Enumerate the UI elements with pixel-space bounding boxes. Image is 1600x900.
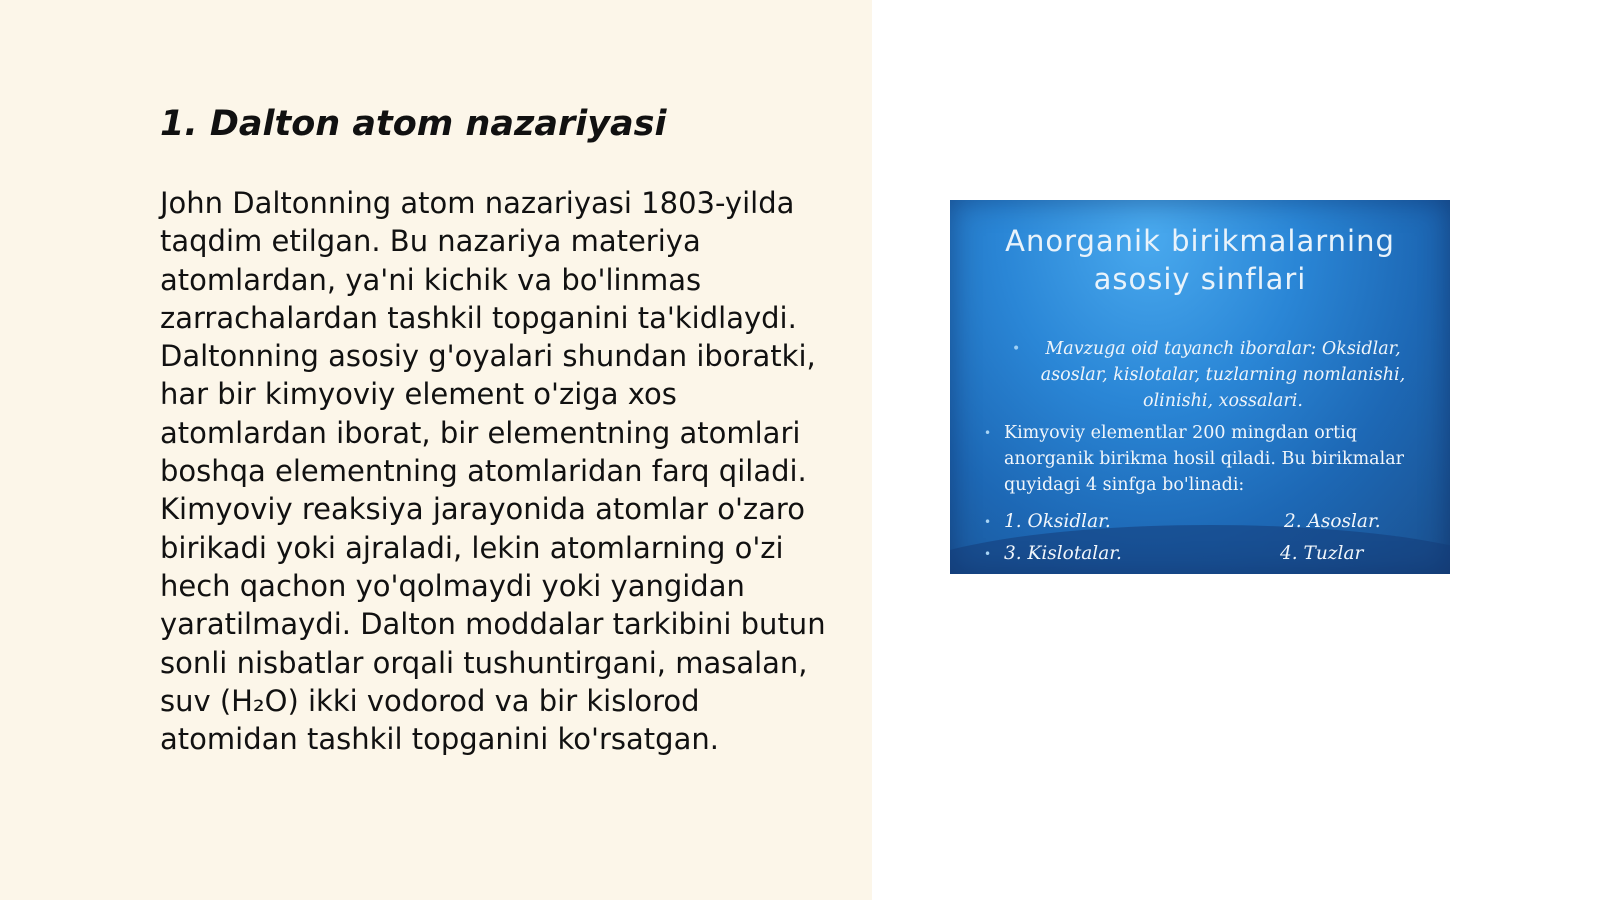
picture-paragraph: Kimyoviy elementlar 200 mingdan ortiq anorganik birikma hosil qiladi. Bu birikmalar quyidagi 4 sinfga bo'linadi:: [1004, 423, 1405, 495]
bullet-icon: •: [984, 547, 992, 561]
slide-picture: [950, 200, 1450, 574]
slide-body-text: John Daltonning atom nazariyasi 1803-yilda taqdim etilgan. Bu nazariya materiya atomlardan, ya'ni kichik va bo'linmas zarrachalardan tashkil topganini ta'kidlaydi. Daltonning asosiy g'oyalari shundan iboratki, har bir kimyoviy element o'ziga xos atomlardan iborat, bir elementning atomlari boshqa elementning atomlaridan farq qiladi. Kimyoviy reaksiya jarayonida atomlar o'zaro birikadi yoki ajraladi, lekin atomlarning o'zi hech qachon yo'qolmaydi yoki yangidan yaratilmaydi. Dalton moddalar tarkibini butun sonli nisbatlar orqali tushuntirgani, masalan, suv (H₂O) ikki vodorod va bir kislorod atomidan tashkil topganini ko'rsatgan.: [160, 186, 826, 757]
bullet-icon: •: [984, 515, 992, 529]
class-item: 4. Tuzlar: [1280, 543, 1364, 564]
class-item: 1. Oksidlar.: [1004, 511, 1111, 532]
bullet-icon: •: [1012, 341, 1021, 357]
slide-heading: 1. Dalton atom nazariyasi: [160, 104, 667, 144]
picture-intro: [1012, 336, 1428, 414]
picture-title-line-1: Anorganik birikmalarning: [1005, 224, 1395, 258]
picture-title: [950, 222, 1450, 298]
class-item: 2. Asoslar.: [1284, 511, 1381, 532]
class-item: 3. Kislotalar.: [1004, 543, 1122, 564]
picture-title-line-2: asosiy sinflari: [1093, 262, 1307, 296]
bullet-icon: •: [984, 426, 992, 440]
picture-intro-text: Mavzuga oid tayanch iboralar: Oksidlar, asoslar, kislotalar, tuzlarning nomlanishi, olinishi, xossalari.: [1040, 339, 1406, 411]
